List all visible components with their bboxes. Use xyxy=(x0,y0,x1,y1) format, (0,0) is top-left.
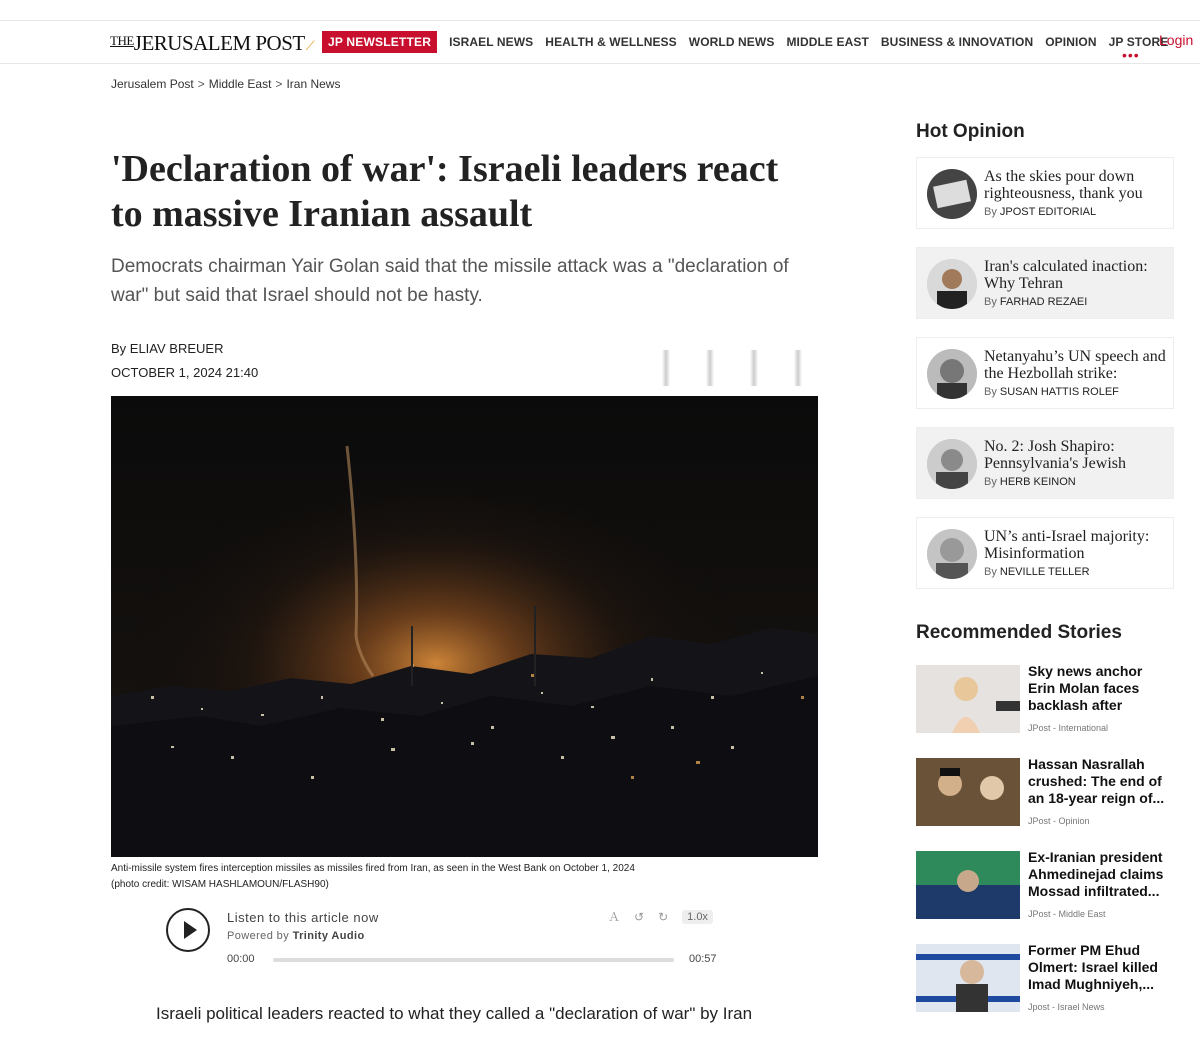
author-name: SUSAN HATTIS ROLEF xyxy=(999,386,1119,398)
nav-item-world-news[interactable]: WORLD NEWS xyxy=(688,35,775,49)
logo-the: THE xyxy=(110,33,134,48)
translate-icon[interactable]: Ａ xyxy=(608,910,621,924)
opinion-title: UN’s anti-Israel majority: Misinformation xyxy=(984,528,1150,562)
breadcrumb-separator: > xyxy=(275,77,283,91)
photo-credit: (photo credit: WISAM HASHLAMOUN/FLASH90) xyxy=(111,879,329,890)
nav-item-health-wellness[interactable]: HEALTH & WELLNESS xyxy=(545,35,677,49)
opinion-title: Iran's calculated inaction: Why Tehran xyxy=(984,258,1148,292)
by-label: By xyxy=(984,296,997,308)
story-thumbnail xyxy=(916,944,1020,1012)
logo-mark-icon: ⟋ xyxy=(305,38,315,53)
photo-caption xyxy=(111,861,818,893)
more-menu-icon[interactable]: ••• xyxy=(1122,47,1140,63)
caption-text: Anti-missile system fires interception missiles as missiles fired from Iran, as seen in the West Bank on October 1, 2024 xyxy=(111,863,635,874)
breadcrumb-separator: > xyxy=(197,77,205,91)
by-label: By xyxy=(984,386,997,398)
by-label: By xyxy=(984,566,997,578)
recommended-title: Recommended Stories xyxy=(916,622,1122,643)
login-link[interactable]: Login xyxy=(1159,32,1194,48)
player-controls xyxy=(608,908,713,925)
author-name: FARHAD REZAEI xyxy=(999,296,1088,308)
powered-by xyxy=(227,930,365,942)
article-headline: 'Declaration of war': Israeli leaders react to massive Iranian assault xyxy=(111,148,779,235)
story-title: Ex-Iranian president Ahmedinejad claims Mossad infiltrated... xyxy=(1028,849,1164,899)
opinion-author xyxy=(984,296,1087,308)
breadcrumb-jerusalem-post[interactable]: Jerusalem Post xyxy=(111,77,194,91)
opinion-title: No. 2: Josh Shapiro: Pennsylvania's Jewish xyxy=(984,438,1126,472)
author-avatar xyxy=(927,259,977,309)
by-label: By xyxy=(984,206,997,218)
main-nav xyxy=(322,31,1180,53)
story-title: Hassan Nasrallah crushed: The end of an 18-year reign of... xyxy=(1028,756,1165,806)
share-icon[interactable] xyxy=(750,350,758,386)
story-title: Sky news anchor Erin Molan faces backlash after xyxy=(1028,663,1143,713)
browser-top-strip xyxy=(0,0,1200,20)
night-sky-photo xyxy=(111,396,818,857)
forward-icon[interactable]: ↻ xyxy=(658,909,669,924)
share-icon[interactable] xyxy=(662,350,670,386)
story-thumbnail xyxy=(916,758,1020,826)
opinion-title: As the skies pour down righteousness, thank you xyxy=(984,168,1143,202)
opinion-card[interactable] xyxy=(916,247,1174,319)
powered-prefix: Powered by xyxy=(227,930,290,942)
site-logo[interactable] xyxy=(110,31,314,56)
article-date: OCTOBER 1, 2024 21:40 xyxy=(111,365,259,380)
opinion-author xyxy=(984,566,1090,578)
opinion-title: Netanyahu’s UN speech and the Hezbollah strike: xyxy=(984,348,1166,382)
share-buttons xyxy=(662,350,802,386)
newsletter-button[interactable]: JP NEWSLETTER xyxy=(322,31,437,53)
recommended-item[interactable] xyxy=(916,851,1174,931)
opinion-author xyxy=(984,206,1096,218)
hot-opinion-title: Hot Opinion xyxy=(916,121,1025,142)
nav-item-middle-east[interactable]: MIDDLE EAST xyxy=(786,35,869,49)
nav-item-business-innovation[interactable]: BUSINESS & INNOVATION xyxy=(880,35,1034,49)
opinion-card[interactable] xyxy=(916,427,1174,499)
article-subheadline: Democrats chairman Yair Golan said that the missile attack was a "declaration of war" but said that Israel should not be hasty. xyxy=(111,256,789,306)
author-name: NEVILLE TELLER xyxy=(999,566,1090,578)
share-icon[interactable] xyxy=(706,350,714,386)
opinion-card[interactable] xyxy=(916,517,1174,589)
author-name: JPOST EDITORIAL xyxy=(999,206,1097,218)
breadcrumb-middle-east[interactable]: Middle East xyxy=(208,77,272,91)
opinion-author xyxy=(984,386,1119,398)
site-header xyxy=(0,20,1200,64)
time-end: 00:57 xyxy=(689,953,717,965)
listen-label: Listen to this article now xyxy=(227,910,379,925)
progress-track[interactable] xyxy=(273,958,674,962)
recommended-item[interactable] xyxy=(916,944,1174,1024)
author-avatar xyxy=(927,529,977,579)
article-byline[interactable]: By ELIAV BREUER xyxy=(111,341,224,356)
recommended-item[interactable] xyxy=(916,665,1174,745)
story-thumbnail xyxy=(916,851,1020,919)
nav-item-israel-news[interactable]: ISRAEL NEWS xyxy=(449,35,534,49)
author-avatar xyxy=(927,439,977,489)
opinion-card[interactable] xyxy=(916,337,1174,409)
share-icon[interactable] xyxy=(794,350,802,386)
story-title: Former PM Ehud Olmert: Israel killed Imad Mughniyeh,... xyxy=(1028,942,1158,992)
author-name: HERB KEINON xyxy=(999,476,1076,488)
time-start: 00:00 xyxy=(227,953,255,965)
opinion-author xyxy=(984,476,1076,488)
story-source: Jpost - Israel News xyxy=(1028,1002,1105,1012)
author-avatar xyxy=(927,169,977,219)
logo-name: JERUSALEM POST xyxy=(133,31,305,55)
breadcrumb xyxy=(111,77,340,91)
powered-brand[interactable]: Trinity Audio xyxy=(292,930,365,942)
story-source: JPost - Middle East xyxy=(1028,909,1106,919)
story-source: JPost - International xyxy=(1028,723,1109,733)
audio-player xyxy=(166,906,726,966)
speed-button[interactable]: 1.0x xyxy=(682,910,713,924)
play-button[interactable] xyxy=(166,908,210,952)
recommended-item[interactable] xyxy=(916,758,1174,838)
article-body-paragraph: Israeli political leaders reacted to what they called a "declaration of war" by Iran xyxy=(156,1004,753,1023)
rewind-icon[interactable]: ↺ xyxy=(634,909,645,924)
nav-item-opinion[interactable]: OPINION xyxy=(1045,35,1097,49)
opinion-card[interactable] xyxy=(916,157,1174,229)
story-thumbnail xyxy=(916,665,1020,733)
article-photo[interactable] xyxy=(111,396,818,857)
story-source: JPost - Opinion xyxy=(1028,816,1090,826)
breadcrumb-iran-news[interactable]: Iran News xyxy=(286,77,341,91)
nav-item-jp-store[interactable]: JP STORE xyxy=(1108,35,1169,49)
by-label: By xyxy=(984,476,997,488)
author-avatar xyxy=(927,349,977,399)
